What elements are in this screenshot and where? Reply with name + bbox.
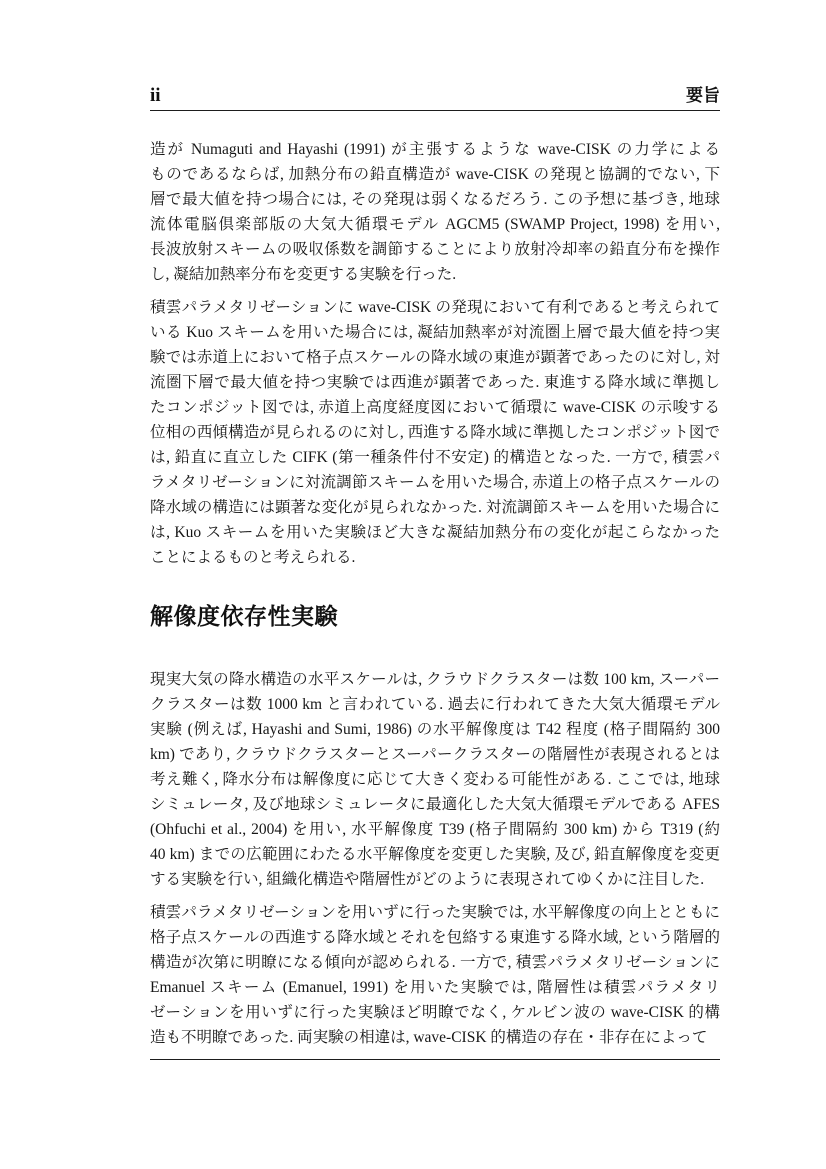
text-line: シミュレータ, 及び地球シミュレータに最適化した大気大循環モデルである AFES: [150, 796, 720, 813]
text-line: 流体電脳倶楽部版の大気大循環モデル AGCM5 (SWAMP Project, 1998) を用い,: [150, 216, 720, 233]
text-line: は, Kuo スキームを用いた実験ほど大きな凝結加熱分布の変化が起こらなかった: [150, 524, 720, 541]
text-line: km) であり, クラウドクラスターとスーパークラスターの階層性が表現されるとは: [150, 746, 720, 763]
text-line: し, 凝結加熱率分布を変更する実験を行った.: [150, 266, 457, 283]
text-line: ゼーションを用いずに行った実験ほど明瞭でなく, ケルビン波の wave-CISK 的構: [150, 1004, 720, 1021]
page-header: [150, 0, 720, 111]
text-line: 考え難く, 降水分布は解像度に応じて大きく変わる可能性がある. ここでは, 地球: [150, 771, 720, 788]
text-line: ことによるものと考えられる.: [150, 549, 356, 566]
paragraph: [150, 295, 720, 570]
paragraph: [150, 137, 720, 287]
text-line: ラメタリゼーションに対流調節スキームを用いた場合, 赤道上の格子点スケールの: [150, 474, 720, 491]
page-body: [150, 137, 720, 1050]
text-line: Emanuel スキーム (Emanuel, 1991) を用いた実験では, 階層性は積雲パラメタリ: [150, 979, 720, 996]
paragraph: [150, 667, 720, 892]
text-line: 流圏下層で最大値を持つ実験では西進が顕著であった. 東進する降水域に準拠し: [150, 374, 720, 391]
text-line: 降水域の構造には顕著な変化が見られなかった. 対流調節スキームを用いた場合に: [150, 499, 720, 516]
text-line: 造が Numaguti and Hayashi (1991) が主張するような wave-CISK の力学による: [150, 141, 720, 158]
text-line: 実験 (例えば, Hayashi and Sumi, 1986) の水平解像度は T42 程度 (格子間隔約 300: [150, 721, 720, 738]
text-line: 構造が次第に明瞭になる傾向が認められる. 一方で, 積雲パラメタリゼーションに: [150, 954, 720, 971]
text-line: クラスターは数 1000 km と言われている. 過去に行われてきた大気大循環モデル: [150, 696, 720, 713]
page-content: [150, 0, 720, 1060]
page-number: ii: [150, 85, 161, 106]
text-line: 造も不明瞭であった. 両実験の相違は, wave-CISK 的構造の存在・非存在によって: [150, 1029, 708, 1046]
text-line: 格子点スケールの西進する降水域とそれを包絡する東進する降水域, という階層的: [150, 929, 720, 946]
text-line: 現実大気の降水構造の水平スケールは, クラウドクラスターは数 100 km, スーパー: [150, 671, 720, 688]
paragraph: [150, 900, 720, 1050]
footer-rule: [150, 1059, 720, 1060]
section-heading: 解像度依存性実験: [150, 603, 338, 629]
text-line: 験では赤道上において格子点スケールの降水域の東進が顕著であったのに対し, 対: [150, 349, 720, 366]
text-line: (Ohfuchi et al., 2004) を用い, 水平解像度 T39 (格子間隔約 300 km) から T319 (約: [150, 821, 720, 838]
text-line: 長波放射スキームの吸収係数を調節することにより放射冷却率の鉛直分布を操作: [150, 241, 720, 258]
text-line: 層で最大値を持つ場合には, その発現は弱くなるだろう. この予想に基づき, 地球: [150, 191, 720, 208]
running-head-title: 要旨: [686, 86, 720, 105]
text-line: 積雲パラメタリゼーションを用いずに行った実験では, 水平解像度の向上とともに: [150, 904, 720, 921]
text-line: ものであるならば, 加熱分布の鉛直構造が wave-CISK の発現と協調的でない, 下: [150, 166, 720, 183]
text-line: は, 鉛直に直立した CIFK (第一種条件付不安定) 的構造となった. 一方で, 積雲パ: [150, 449, 720, 466]
text-line: 積雲パラメタリゼーションに wave-CISK の発現において有利であると考えられて: [150, 299, 720, 316]
text-line: たコンポジット図では, 赤道上高度経度図において循環に wave-CISK の示唆する: [150, 399, 720, 416]
text-line: 位相の西傾構造が見られるのに対し, 西進する降水域に準拠したコンポジット図で: [150, 424, 720, 441]
text-line: 40 km) までの広範囲にわたる水平解像度を変更した実験, 及び, 鉛直解像度を変更: [150, 846, 720, 863]
text-line: する実験を行い, 組織化構造や階層性がどのように表現されてゆくかに注目した.: [150, 871, 705, 888]
text-line: いる Kuo スキームを用いた場合には, 凝結加熱率が対流圏上層で最大値を持つ実: [150, 324, 720, 341]
